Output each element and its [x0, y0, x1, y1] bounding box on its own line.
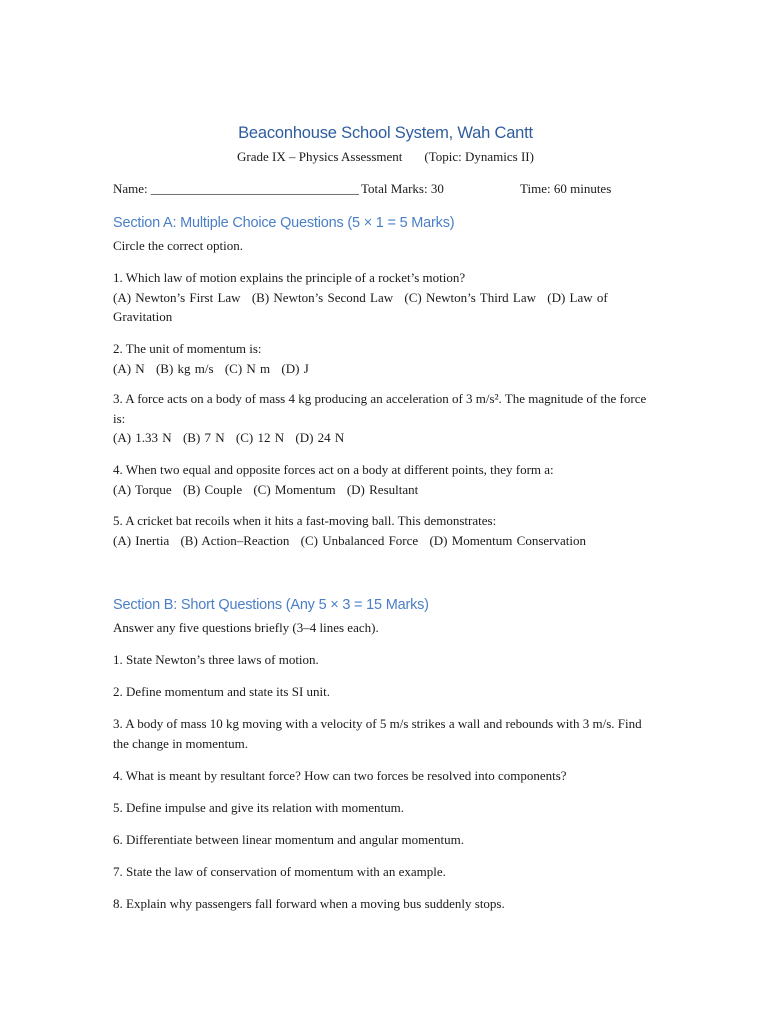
mcq-option: (B) Action–Reaction	[180, 532, 290, 548]
mcq-option: (B) Couple	[182, 481, 243, 497]
short-question-2: 2. Define momentum and state its SI unit.	[113, 684, 330, 699]
section-a-heading: Section A: Multiple Choice Questions (5 × 1 = 5 Marks)	[113, 215, 455, 231]
mcq-options	[113, 531, 658, 551]
mcq-option: (B) Newton’s Second Law	[251, 289, 394, 305]
mcq-option: (D) 24 N	[295, 430, 345, 445]
mcq-options	[113, 288, 658, 327]
section-b-instruction: Answer any five questions briefly (3–4 lines each).	[113, 620, 379, 635]
school-title: Beaconhouse School System, Wah Cantt	[238, 124, 533, 142]
mcq-question-2	[113, 339, 658, 378]
mcq-option: (D) Momentum Conservation	[429, 532, 586, 548]
short-question-1: 1. State Newton’s three laws of motion.	[113, 652, 319, 667]
mcq-option: (C) Newton’s Third Law	[404, 289, 537, 305]
total-marks: Total Marks: 30	[361, 181, 444, 196]
mcq-question-text: 2. The unit of momentum is:	[113, 341, 262, 356]
mcq-option: (C) Unbalanced Force	[300, 532, 419, 548]
short-question-3: 3. A body of mass 10 kg moving with a velocity of 5 m/s strikes a wall and rebounds with 3 m/s. Find the change in momentum.	[113, 716, 642, 751]
mcq-question-4	[113, 460, 658, 499]
mcq-question-text: 3. A force acts on a body of mass 4 kg producing an acceleration of 3 m/s². The magnitude of the force is:	[113, 391, 647, 426]
short-question-6: 6. Differentiate between linear momentum and angular momentum.	[113, 832, 465, 847]
short-question-4: 4. What is meant by resultant force? How can two forces be resolved into components?	[113, 768, 567, 783]
mcq-option: (D) Law of Gravitation	[113, 289, 608, 324]
mcq-options	[113, 480, 658, 500]
mcq-question-text: 1. Which law of motion explains the principle of a rocket’s motion?	[113, 270, 466, 285]
mcq-question-text: 4. When two equal and opposite forces act on a body at different points, they form a:	[113, 462, 554, 477]
mcq-option: (A) Newton’s First Law	[113, 289, 241, 305]
mcq-question-5	[113, 511, 658, 550]
section-a-instruction: Circle the correct option.	[113, 238, 243, 253]
mcq-option: (A) Torque	[113, 481, 172, 497]
mcq-options	[113, 359, 658, 379]
name-field: Name: ________________________________	[113, 181, 359, 196]
assessment-subtitle	[113, 149, 658, 165]
time-limit: Time: 60 minutes	[520, 181, 612, 196]
mcq-option: (D) Resultant	[346, 481, 419, 497]
assessment-name: Grade IX – Physics Assessment	[237, 149, 403, 164]
mcq-option: (A) 1.33 N	[113, 430, 172, 445]
section-b-heading: Section B: Short Questions (Any 5 × 3 = 15 Marks)	[113, 597, 429, 613]
mcq-option: (C) 12 N	[235, 430, 285, 445]
mcq-option: (C) Momentum	[253, 481, 336, 497]
mcq-option: (B) kg m/s	[155, 360, 214, 376]
mcq-question-text: 5. A cricket bat recoils when it hits a fast-moving ball. This demonstrates:	[113, 513, 497, 528]
mcq-option: (A) N	[113, 360, 145, 376]
mcq-option: (A) Inertia	[113, 532, 170, 548]
mcq-option: (B) 7 N	[182, 430, 225, 445]
mcq-options	[113, 428, 658, 448]
short-question-8: 8. Explain why passengers fall forward when a moving bus suddenly stops.	[113, 896, 505, 911]
short-question-5: 5. Define impulse and give its relation with momentum.	[113, 800, 405, 815]
mcq-option: (C) N m	[224, 360, 271, 376]
assessment-topic: (Topic: Dynamics II)	[424, 149, 534, 164]
mcq-question-3	[113, 389, 658, 448]
mcq-option: (D) J	[281, 360, 309, 376]
mcq-question-1	[113, 268, 658, 327]
short-question-7: 7. State the law of conservation of momentum with an example.	[113, 864, 446, 879]
